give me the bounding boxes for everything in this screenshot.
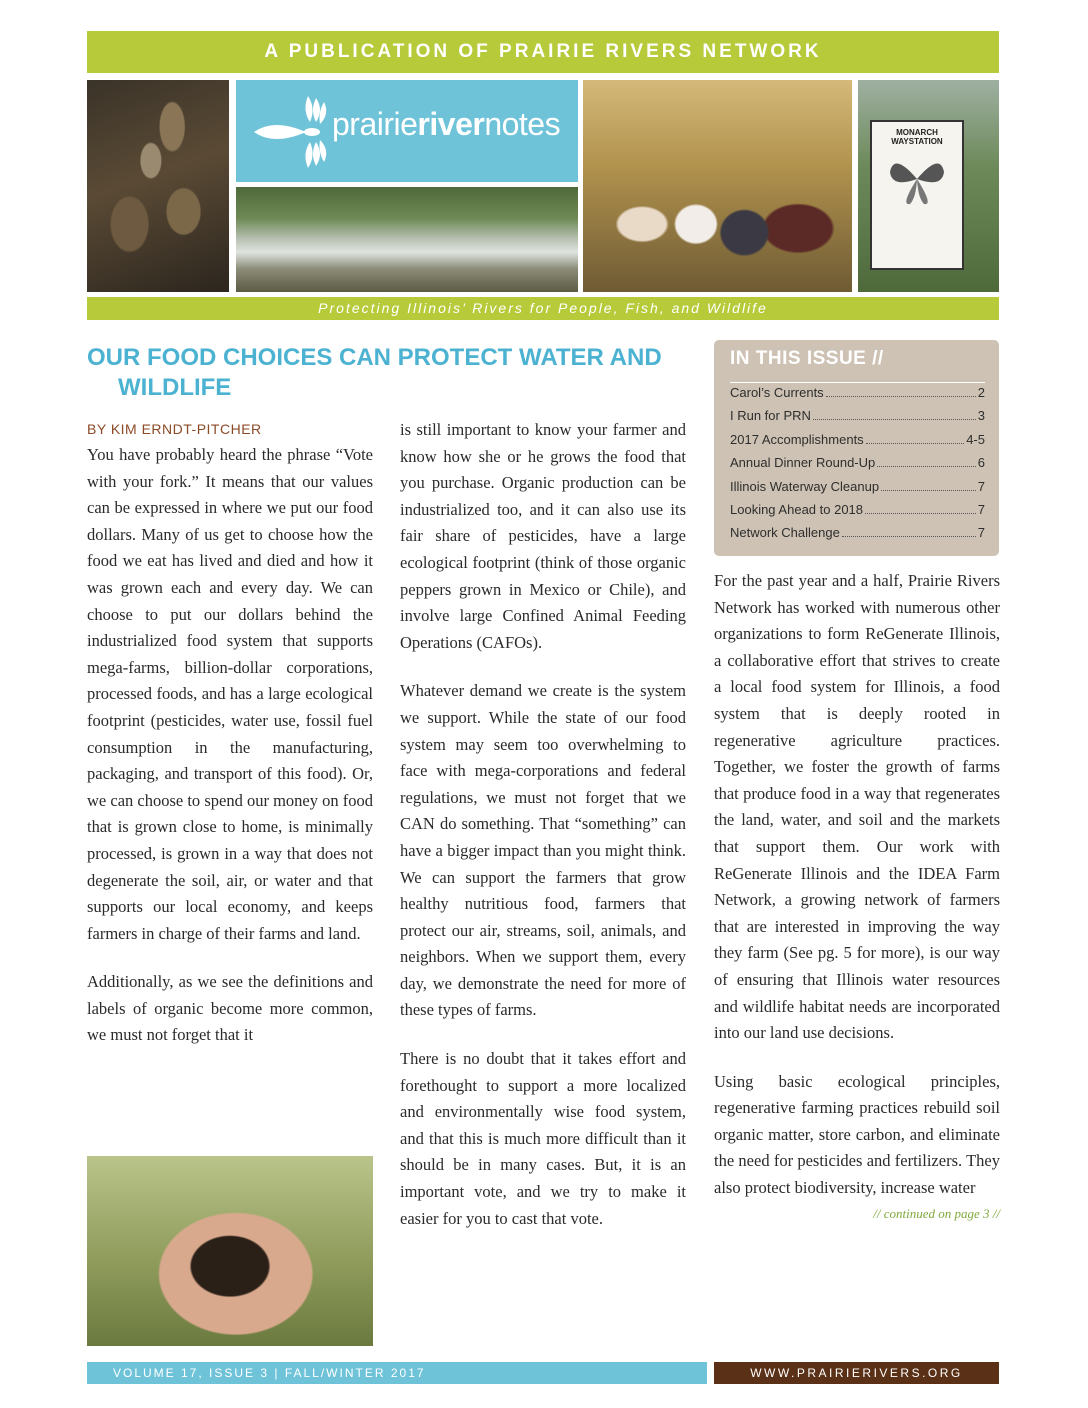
website-footer[interactable]: WWW.PRAIRIERIVERS.ORG (714, 1362, 999, 1384)
masthead-logo (236, 80, 578, 182)
leaf-hand-icon (250, 88, 332, 174)
toc-item[interactable]: Looking Ahead to 2018 7 (730, 501, 985, 517)
article-column-2 (400, 417, 686, 1254)
article-column-3 (714, 568, 1000, 1224)
paragraph: Whatever demand we create is the system we support. While the state of our food system may seem too overwhelming to face with mega-corporations and federal regulations, we must not forget that we CAN do something. That “something” can have a bigger impact than you might think. We can support the farmers that grow healthy nutritious food, farmers that protect our air, streams, soil, animals, and neighbors. When we support them, every day, we demonstrate the need for more of these types of farms. (400, 681, 686, 1020)
toc-item[interactable]: Network Challenge 7 (730, 525, 985, 541)
masthead-title: prairierivernotes (332, 106, 561, 142)
paragraph: Additionally, as we see the definitions and labels of organic become more common, we must not forget that it (87, 972, 373, 1045)
butterfly-icon (886, 148, 948, 210)
toc-divider (730, 382, 985, 383)
toc-item[interactable]: I Run for PRN 3 (730, 408, 985, 424)
monarch-waystation-photo (858, 80, 999, 292)
paragraph: For the past year and a half, Prairie Rivers Network has worked with numerous other organizations to form ReGenerate Illinois, a collaborative effort that strives to create a local food system for Illinois, a food system that is deeply rooted in regenerative agriculture practices. Together, we foster the growth of farms that produce food in a way that regenerates the land, water, and soil and the markets that support them. Our work with ReGenerate Illinois and the IDEA Farm Network, a growing network of farmers that are interested in improving the way they farm (See pg. 5 for more), is our way of ensuring that Illinois water resources and wildlife habitat needs are incorporated into our land use decisions. (714, 571, 1000, 1043)
paragraph: is still important to know your farmer and know how she or he grows the food that you purchase. Organic production can be industrialized too, and it can also use its fair share of pesticides, have a large ecological footprint (think of those organic peppers grown in Mexico or Chile), and involve large Confined Animal Feeding Operations (CAFOs). (400, 420, 686, 652)
sign-title: MONARCH WAYSTATION (891, 128, 943, 146)
in-this-issue-box (714, 340, 999, 556)
hands-soil-photo (87, 1156, 373, 1346)
byline: BY KIM ERNDT-PITCHER (87, 421, 262, 437)
toc-item[interactable]: 2017 Accomplishments 4-5 (730, 431, 985, 447)
continued-note: // continued on page 3 // (873, 1205, 1000, 1221)
toc-item[interactable]: Illinois Waterway Cleanup 7 (730, 478, 985, 494)
headline-line-2: WILDLIFE (118, 374, 232, 401)
tagline-bar: Protecting Illinois’ Rivers for People, Fish, and Wildlife (87, 297, 999, 320)
paragraph: There is no doubt that it takes effort and forethought to support a more localized and environmentally wise food system, and that this is much more difficult than it should be in many cases. But, it is an important vote, and we try to make it easier for you to cast that vote. (400, 1049, 686, 1228)
paragraph: Using basic ecological principles, regenerative farming practices rebuild soil organic matter, store carbon, and eliminate the need for pesticides and fertilizers. They also protect biodiversity, increase water (714, 1071, 1000, 1198)
toc-item[interactable]: Annual Dinner Round-Up 6 (730, 455, 985, 471)
mussels-photo (87, 80, 229, 292)
toc-item[interactable]: Carol’s Currents 2 (730, 385, 985, 400)
article-column-1 (87, 442, 373, 1071)
waystation-sign (870, 120, 964, 270)
toc-title: IN THIS ISSUE // (730, 348, 884, 369)
annual-dinner-photo (583, 80, 852, 292)
issue-footer: VOLUME 17, ISSUE 3 | FALL/WINTER 2017 (87, 1362, 707, 1384)
publication-banner: A PUBLICATION OF PRAIRIE RIVERS NETWORK (87, 31, 999, 73)
paragraph: You have probably heard the phrase “Vote with your fork.” It means that our values can be expressed in where we put our food dollars. Many of us get to choose how the food we eat has lived and died and how it was grown each and every day. We can choose to put our dollars behind the industrialized food system that supports mega-farms, billion-dollar corporations, processed foods, and has a large ecological footprint (pesticides, water use, fossil fuel consumption in the manufacturing, packaging, and transport of this food). Or, we can choose to spend our money on food that is grown close to home, is minimally processed, is grown in a way that does not degenerate the soil, air, or water and that supports our local economy, and keeps farmers in charge of their farms and land. (87, 445, 373, 943)
toc-list (730, 385, 985, 549)
headline-line-1: OUR FOOD CHOICES CAN PROTECT WATER AND (87, 344, 662, 371)
river-kayak-photo (236, 187, 578, 292)
article-headline (87, 343, 687, 403)
